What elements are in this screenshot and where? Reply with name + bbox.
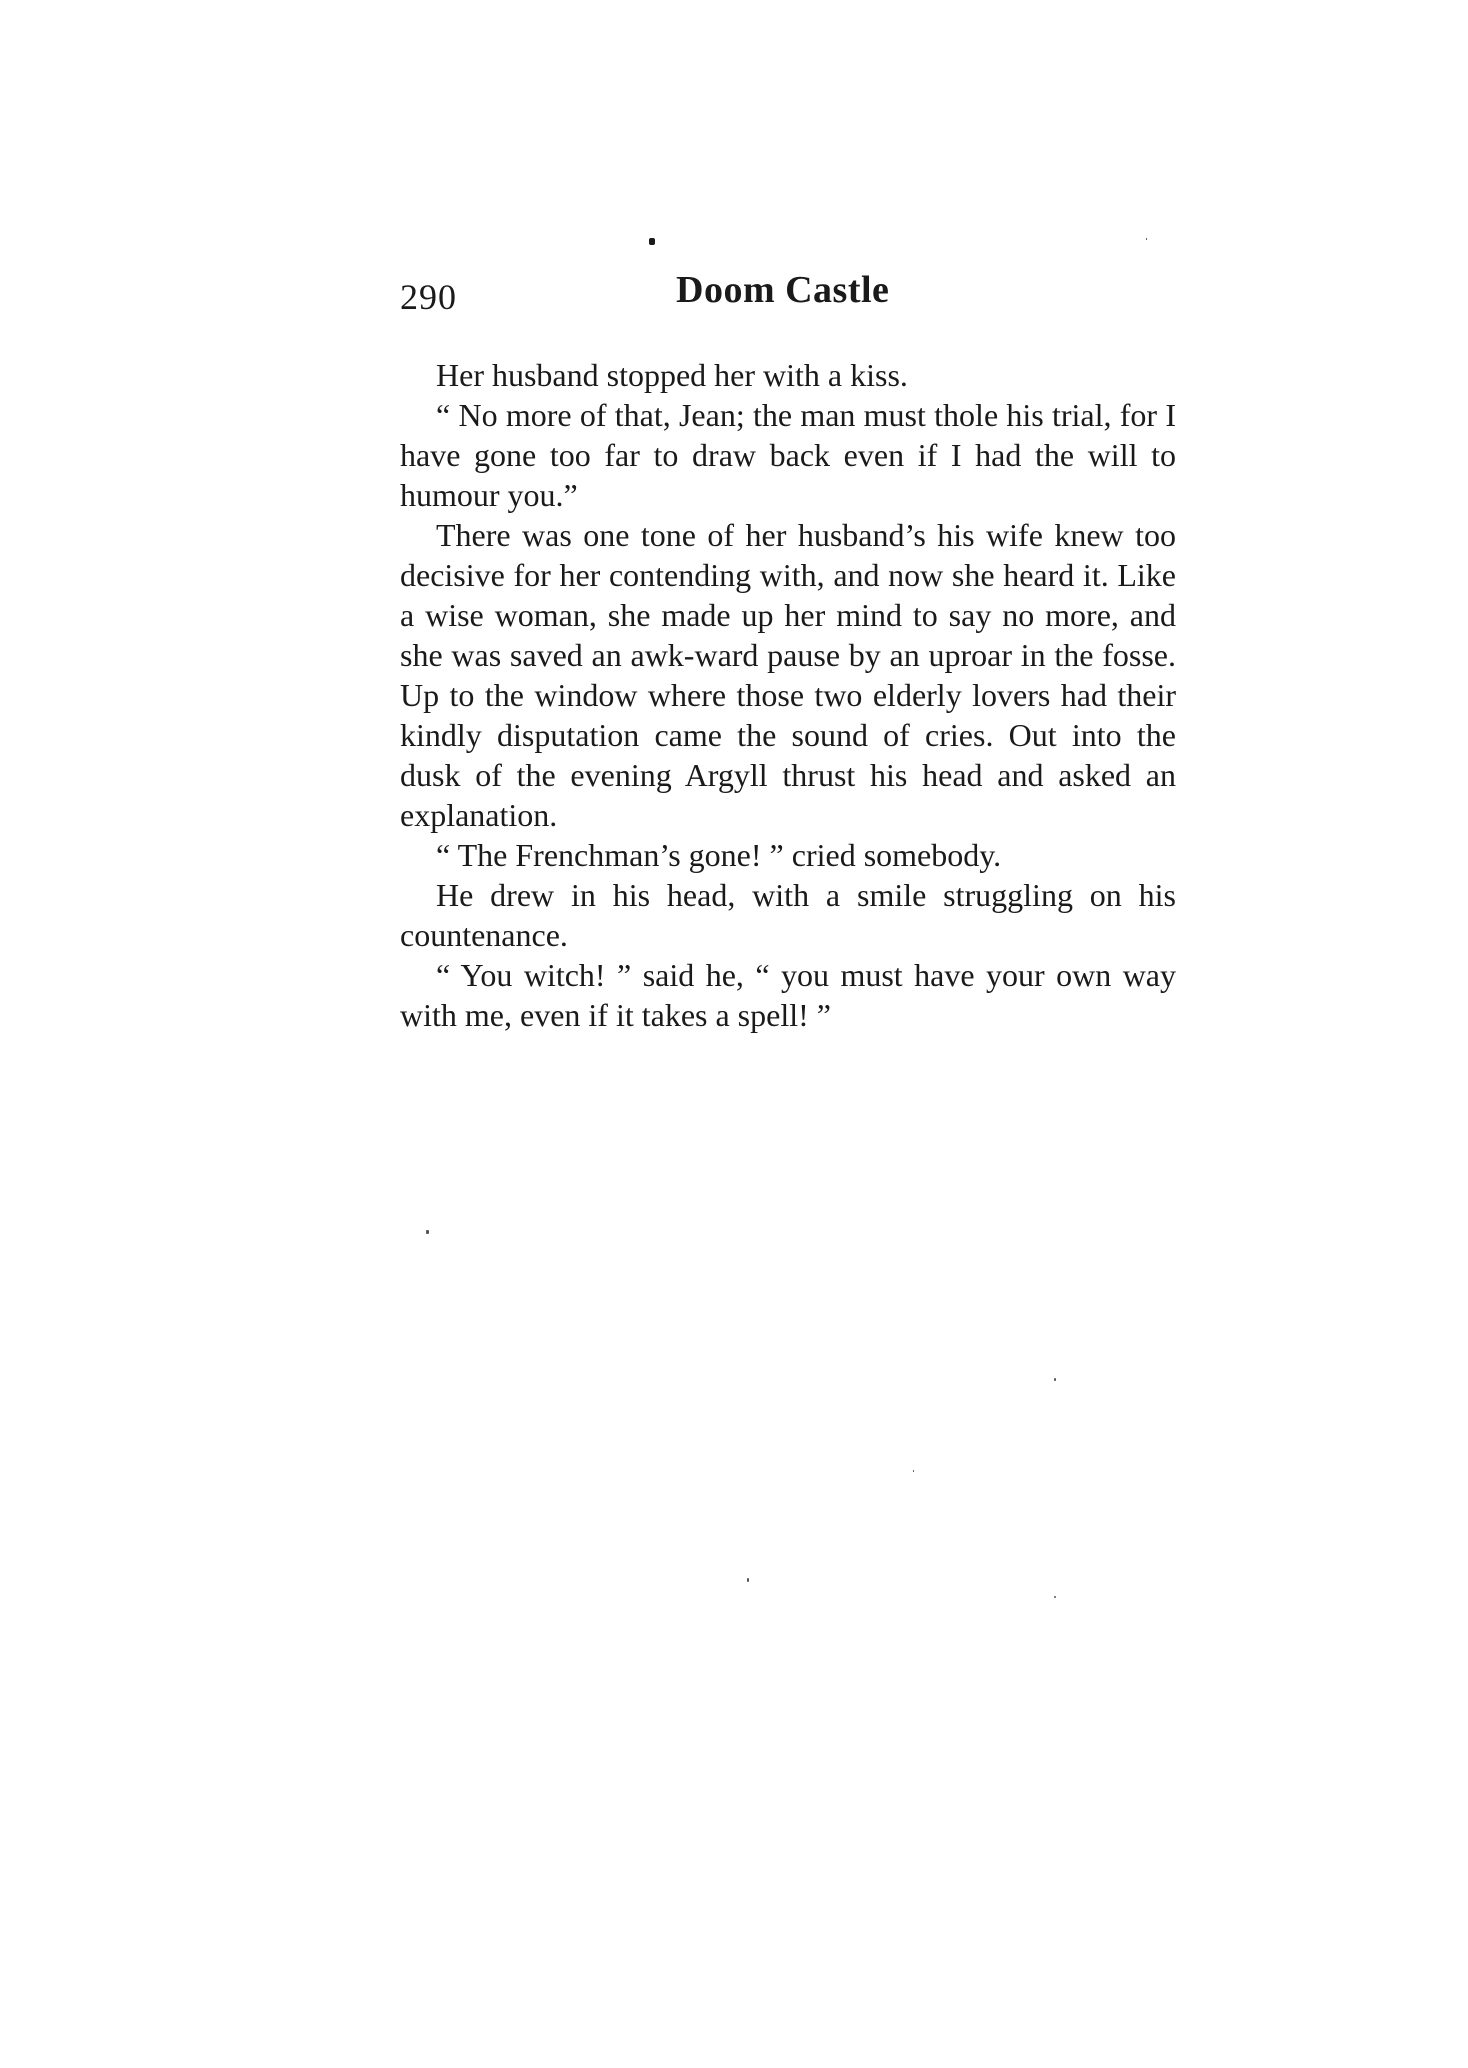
scan-speck bbox=[747, 1578, 749, 1582]
paragraph: Her husband stopped her with a kiss. bbox=[436, 357, 908, 393]
paragraph: He drew in his head, with a smile struggling on his countenance. bbox=[400, 877, 1176, 953]
scan-speck bbox=[913, 1470, 914, 1472]
paragraph: There was one tone of her husband’s his wife knew too decisive for her contending with, and now she heard it. Like a wise woman, she made up her mind to say no more, and she was saved an awk-ward pause by an uproar in the fosse. Up to the window where those two elderly lovers had their kindly disputation came the sound of cries. Out into the dusk of the evening Argyll thrust his head and asked an explanation. bbox=[400, 517, 1176, 833]
printer-mark-dot bbox=[649, 238, 655, 245]
body-text bbox=[400, 355, 1176, 1035]
running-head bbox=[400, 268, 1160, 328]
book-title: Doom Castle bbox=[676, 269, 890, 311]
paragraph: “ You witch! ” said he, “ you must have your own way with me, even if it takes a spell! ” bbox=[400, 957, 1176, 1033]
page-number: 290 bbox=[400, 277, 457, 317]
scan-speck bbox=[426, 1230, 429, 1234]
scan-speck bbox=[1054, 1596, 1056, 1598]
scan-speck bbox=[1054, 1378, 1056, 1381]
paragraph: “ No more of that, Jean; the man must thole his trial, for I have gone too far to draw back even if I had the will to humour you.” bbox=[400, 397, 1176, 513]
scan-speck bbox=[1146, 238, 1147, 240]
paragraph: “ The Frenchman’s gone! ” cried somebody. bbox=[436, 837, 1002, 873]
